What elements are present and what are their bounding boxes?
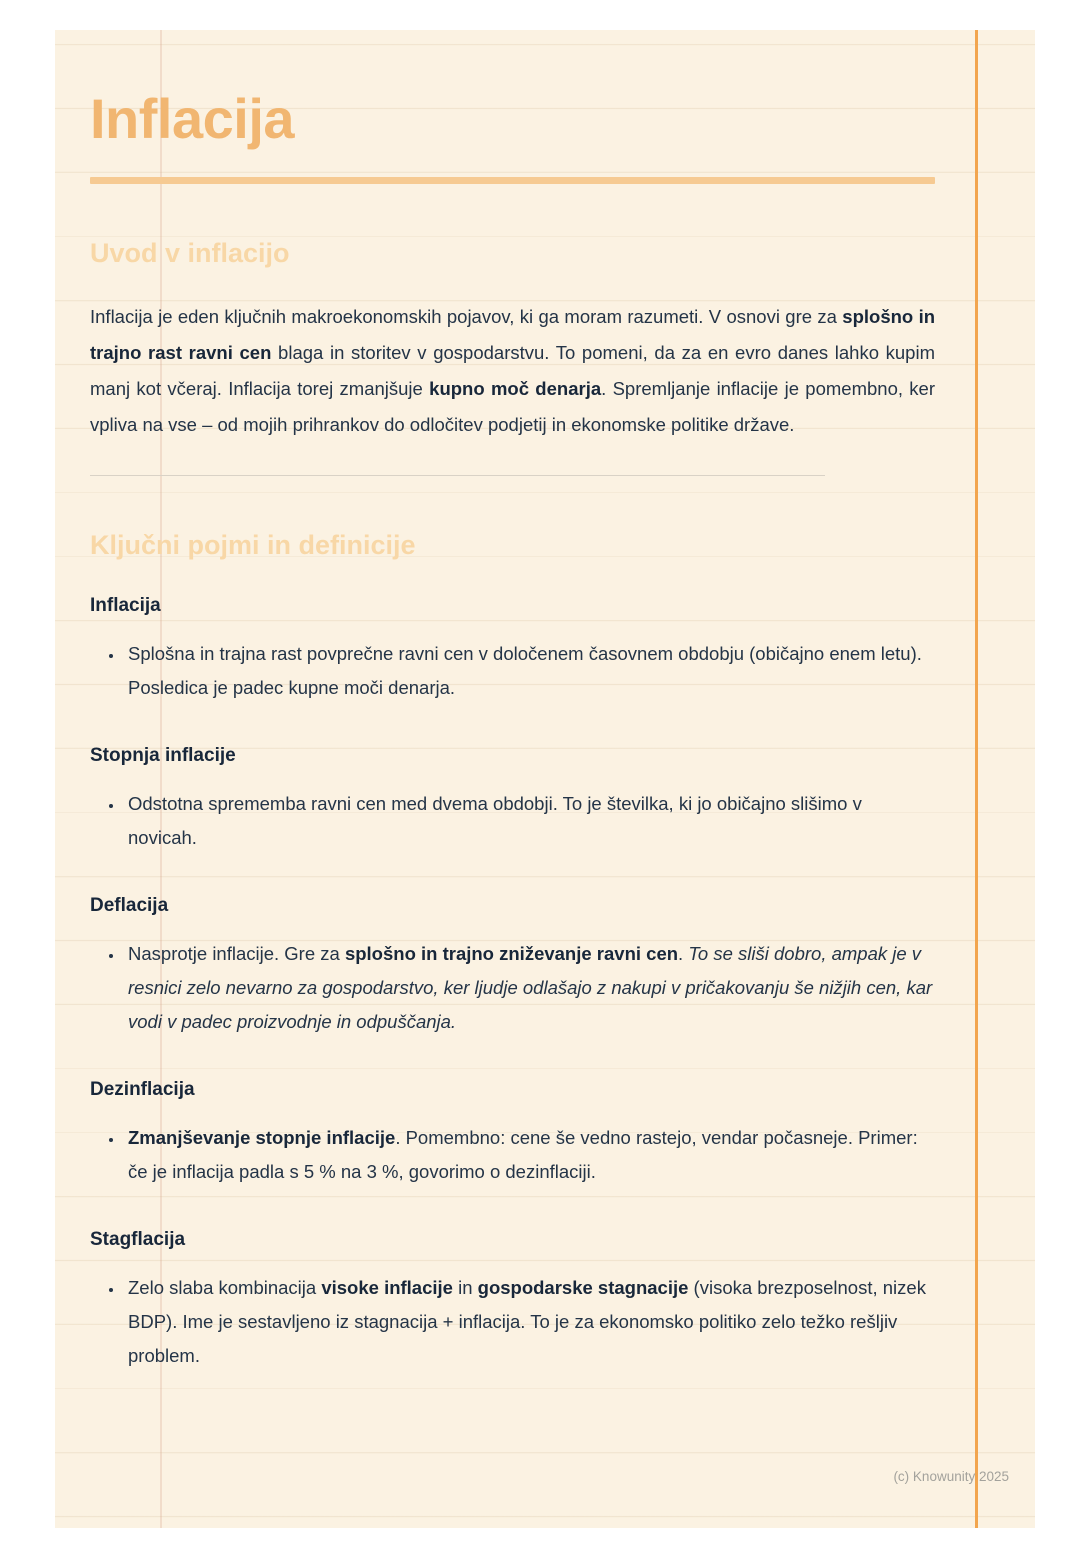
text-segment-italic: To se sliši dobro, ampak je v resnici zelo nevarno za gospodarstvo, ker ljudje odlašajo z nakupi v pričakovanju še nižjih cen, kar vodi v padec proizvodnje in odpuščanja. [128, 943, 933, 1032]
text-segment: Nasprotje inflacije. Gre za [128, 943, 345, 964]
text-segment: Splošna in trajna rast povprečne ravni cen v določenem časovnem obdobju (običajno enem letu). Posledica je padec kupne moči denarja. [128, 643, 922, 698]
definition-bullet [124, 937, 935, 1039]
text-segment: . Spremljanje inflacije je pomembno, ker vpliva na vse – od mojih prihrankov do odločitev podjetij in ekonomske politike države. [90, 378, 936, 435]
text-segment: Inflacija je eden ključnih makroekonomskih pojavov, ki ga moram razumeti. V osnovi gre za [90, 306, 843, 327]
definition-bullet [124, 1271, 935, 1373]
definition-bullet [124, 637, 935, 705]
text-segment: (visoka brezposelnost, nizek BDP). Ime je sestavljeno iz stagnacija + inflacija. To je za ekonomsko politiko zelo težko rešljiv problem. [128, 1277, 926, 1366]
term-heading-deflacija: Deflacija [90, 895, 169, 916]
definition-list [90, 1271, 935, 1373]
copyright-footer: (c) Knowunity 2025 [893, 1469, 1009, 1484]
section-divider [90, 475, 825, 476]
page-title: Inflacija [90, 87, 295, 150]
text-segment-bold: visoke inflacije [321, 1277, 453, 1298]
intro-paragraph [90, 299, 935, 443]
text-segment: blaga in storitev v gospodarstvu. To pomeni, da za en evro danes lahko kupim manj kot včeraj. Inflacija torej zmanjšuje [90, 342, 935, 399]
definition-list [90, 787, 935, 855]
term-heading-inflacija: Inflacija [90, 595, 161, 616]
text-segment-bold: splošno in trajno zniževanje ravni cen [344, 943, 679, 964]
text-segment: . Pomembno: cene še vedno rastejo, vendar počasneje. Primer: če je inflacija padla s 5 % na 3 %, govorimo o dezinflaciji. [128, 1127, 918, 1182]
term-heading-stagflacija: Stagflacija [90, 1229, 186, 1250]
text-segment-bold: splošno in trajno rast ravni cen [90, 306, 936, 363]
term-heading-stopnja-inflacije: Stopnja inflacije [90, 745, 236, 766]
definition-bullet [124, 787, 935, 855]
section-heading-intro: Uvod v inflacijo [90, 238, 290, 268]
text-segment-bold: Zmanjševanje stopnje inflacije [128, 1127, 396, 1148]
definition-list [90, 937, 935, 1039]
text-segment: Zelo slaba kombinacija [128, 1277, 322, 1298]
text-segment: . [678, 943, 689, 964]
text-segment-bold: kupno moč denarja [429, 378, 602, 399]
text-segment: in [452, 1277, 478, 1298]
definition-list [90, 637, 935, 705]
definition-list [90, 1121, 935, 1189]
definition-bullet [124, 1121, 935, 1189]
document-content [55, 30, 1035, 1493]
title-underline-bar [90, 177, 935, 184]
text-segment-bold: gospodarske stagnacije [477, 1277, 689, 1298]
text-segment: Odstotna sprememba ravni cen med dvema obdobji. To je številka, ki jo običajno slišimo v novicah. [128, 793, 862, 848]
section-heading-definitions: Ključni pojmi in definicije [90, 530, 416, 560]
term-heading-dezinflacija: Dezinflacija [90, 1079, 195, 1100]
document-page [55, 30, 1035, 1528]
